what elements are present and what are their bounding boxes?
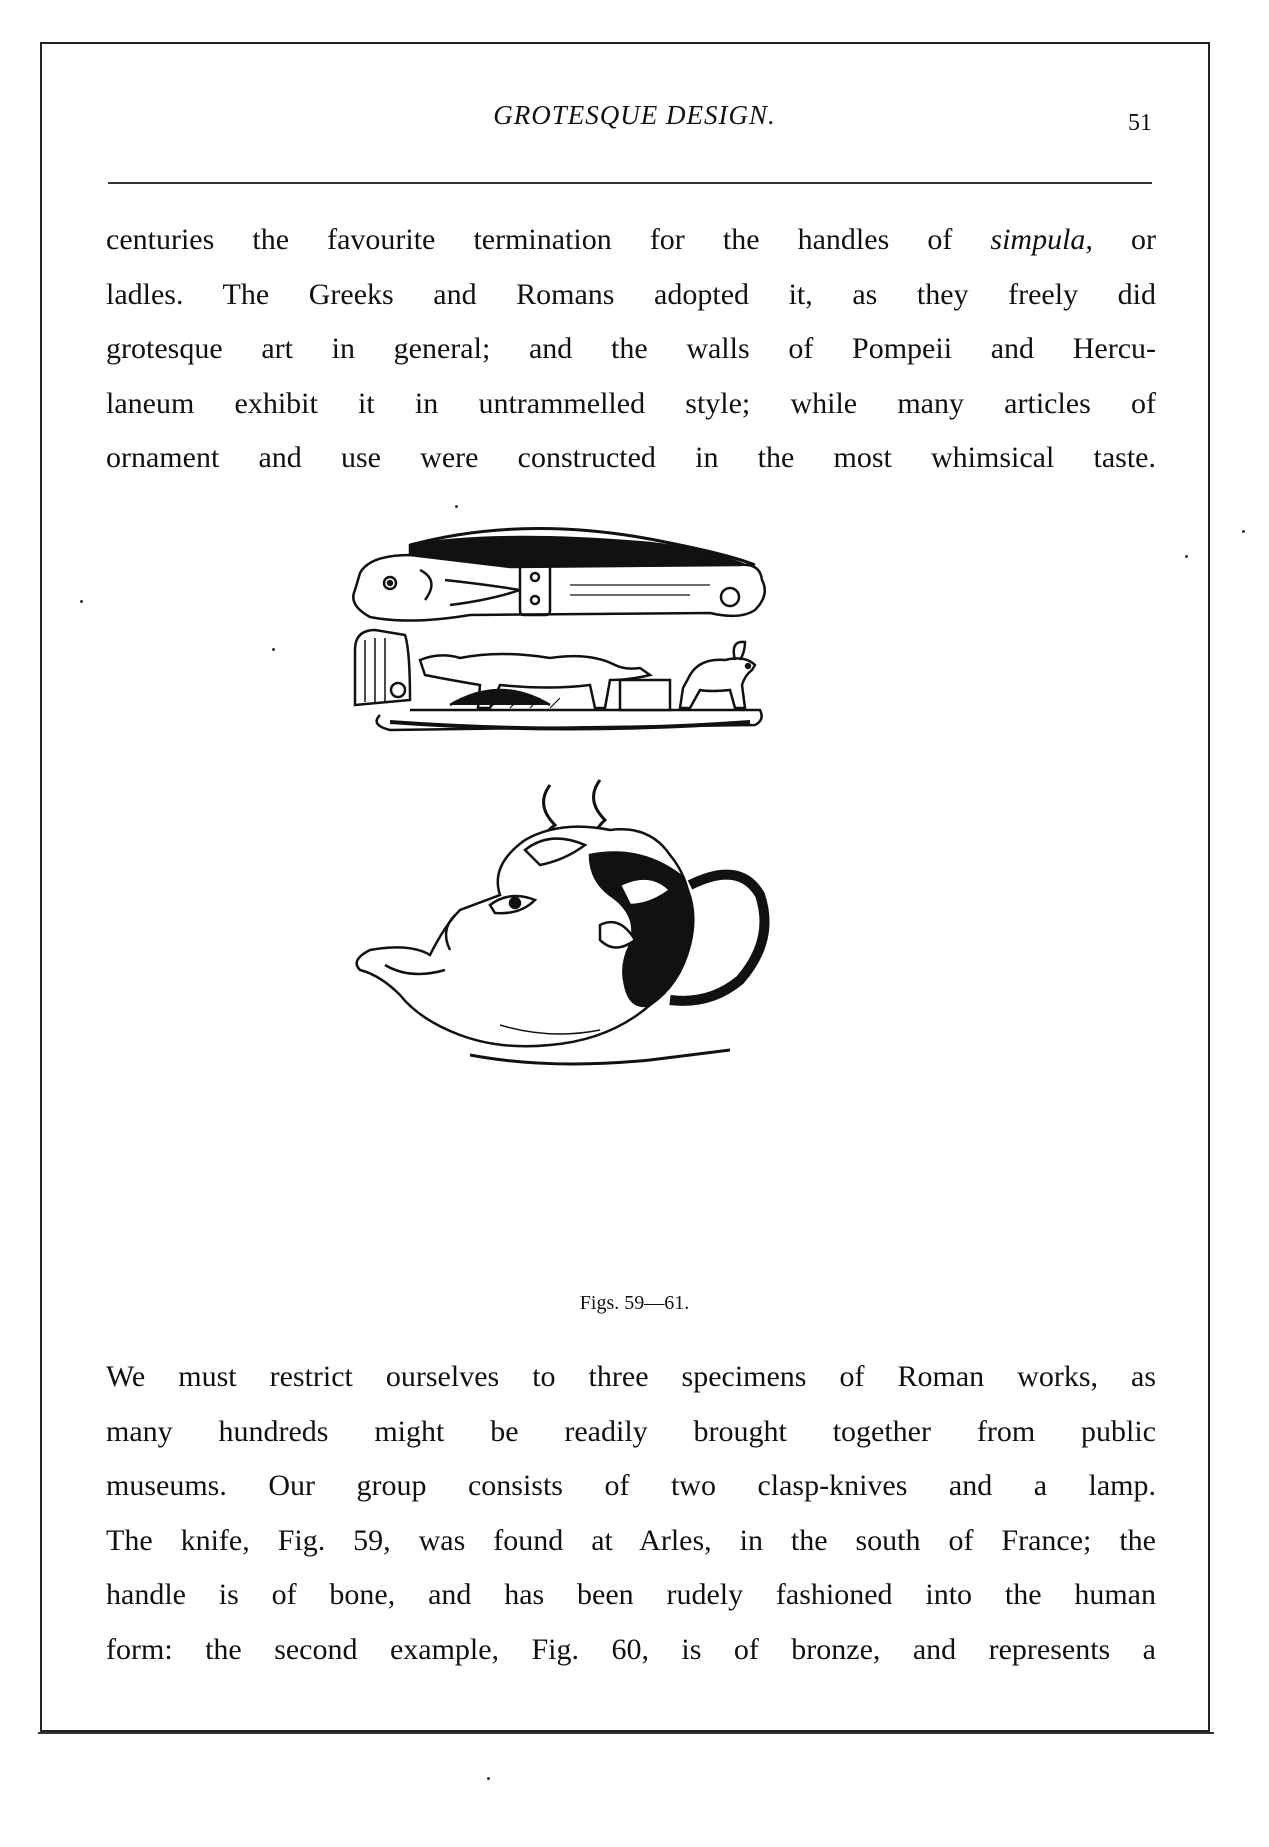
- figure-illustration: [350, 525, 910, 1255]
- text-line: museums. Our group consists of two clasp-knives and a lamp.: [106, 1469, 1156, 1502]
- text-line: centuries the favourite termination for the handles of simpula, or: [106, 223, 1156, 256]
- running-title: GROTESQUE DESIGN.: [493, 100, 776, 130]
- paragraph-1: [106, 213, 1156, 486]
- grotesque-head-lamp: [357, 780, 765, 1064]
- knife-human-form: [353, 528, 764, 620]
- text-line: ladles. The Greeks and Romans adopted it, as they freely did: [106, 277, 1156, 311]
- text-line: many hundreds might be readily brought together from public: [106, 1414, 1156, 1448]
- text-line: ornament and use were constructed in the most whimsical taste.: [106, 441, 1156, 474]
- knife-hound-and-hare: [355, 630, 762, 730]
- text-line: handle is of bone, and has been rudely fashioned into the human: [106, 1578, 1156, 1611]
- text-line: grotesque art in general; and the walls of Pompeii and Hercu-: [106, 332, 1156, 365]
- header-rule: [108, 182, 1152, 184]
- italic-term: simpula,: [990, 223, 1093, 256]
- bottom-rule: [38, 1732, 1214, 1734]
- text-line: We must restrict ourselves to three specimens of Roman works, as: [106, 1360, 1156, 1393]
- text-line: The knife, Fig. 59, was found at Arles, in the south of France; the: [106, 1523, 1156, 1557]
- paragraph-2: [106, 1350, 1156, 1677]
- text-line: form: the second example, Fig. 60, is of bronze, and represents a: [106, 1632, 1156, 1666]
- text-line: laneum exhibit it in untrammelled style; while many articles of: [106, 386, 1156, 420]
- page-number: 51: [1128, 110, 1152, 136]
- figure-caption: Figs. 59—61.: [579, 1292, 690, 1314]
